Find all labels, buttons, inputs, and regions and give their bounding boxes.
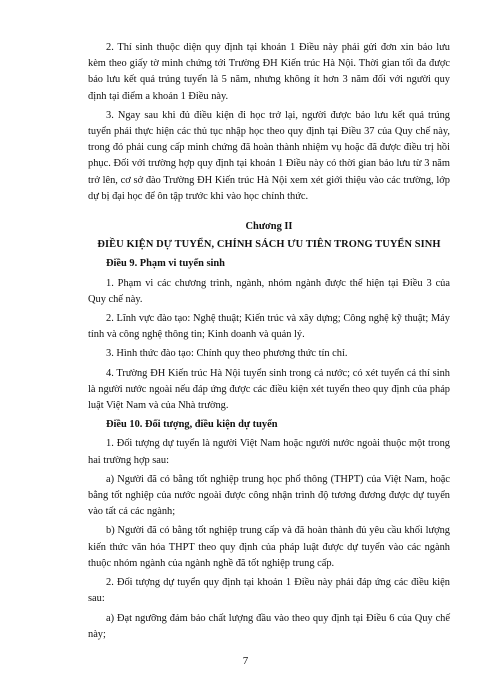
chapter-label: Chương II bbox=[245, 221, 293, 233]
article-10-item: a) Người đã có bằng tốt nghiệp trung học phổ thông (THPT) của Việt Nam, hoặc bằng tốt nghiệp của nước ngoài được công nhận trình độ tương đương được dự tuyển vào tất cả các ngành; bbox=[88, 473, 450, 518]
article-9-heading: Điều 9. Phạm vi tuyển sinh bbox=[106, 258, 225, 270]
chapter-title: ĐIỀU KIỆN DỰ TUYỂN, CHÍNH SÁCH ƯU TIÊN TRONG TUYỂN SINH bbox=[97, 239, 441, 251]
article-9-item: 4. Trường ĐH Kiến trúc Hà Nội tuyển sinh trong cả nước; có xét tuyển cả thí sinh là người nước ngoài nếu đáp ứng được các điều kiện xét tuyển theo quy định của pháp luật Việt Nam và của Nhà trường. bbox=[88, 367, 450, 412]
page-number: 7 bbox=[242, 655, 249, 667]
page-body bbox=[88, 40, 450, 643]
article-10-item: 2. Đối tượng dự tuyển quy định tại khoản 1 Điều này phải đáp ứng các điều kiện sau: bbox=[88, 577, 450, 605]
paragraph-retention-application: 2. Thí sinh thuộc diện quy định tại khoản 1 Điều này phải gửi đơn xin bảo lưu kèm theo giấy tờ minh chứng tới Trường ĐH Kiến trúc Hà Nội. Thời gian tối đa được bảo lưu kết quả trúng tuyển là 5 năm, nhưng không ít hơn 3 năm đối với người quy định tại điểm a khoản 1 Điều này. bbox=[88, 42, 450, 102]
article-9-item: 1. Phạm vi các chương trình, ngành, nhóm ngành được thể hiện tại Điều 3 của Quy chế này. bbox=[88, 277, 450, 305]
article-10-heading: Điều 10. Đối tượng, điều kiện dự tuyển bbox=[106, 419, 278, 431]
paragraph-return-to-study: 3. Ngay sau khi đủ điều kiện đi học trở lại, người được bảo lưu kết quả trúng tuyển phải thực hiện các thủ tục nhập học theo quy định tại Điều 37 của Quy chế này, trong đó phải cung cấp minh chứng đã hoàn thành nhiệm vụ hoặc đã được điều trị hồi phục. Đối với trường hợp quy định tại khoản 1 Điều này có thời gian bảo lưu từ 3 năm trở lên, cơ sở đào Trường ĐH Kiến trúc Hà Nội xem xét giới thiệu vào các trường, lớp dự bị đại học để ôn tập trước khi vào học chính thức. bbox=[88, 109, 450, 202]
article-9-item: 2. Lĩnh vực đào tạo: Nghệ thuật; Kiến trúc và xây dựng; Công nghệ kỹ thuật; Máy tính và công nghệ thông tin; Kinh doanh và quản lý. bbox=[88, 313, 450, 341]
article-10-item: b) Người đã có bằng tốt nghiệp trung cấp và đã hoàn thành đủ yêu cầu khối lượng kiến thức văn hóa THPT theo quy định của pháp luật được dự tuyển vào các ngành thuộc nhóm ngành của ngành nghề đã tốt nghiệp trung cấp. bbox=[88, 525, 450, 569]
article-10-item: a) Đạt ngưỡng đảm bảo chất lượng đầu vào theo quy định tại Điều 6 của Quy chế này; bbox=[88, 612, 450, 640]
article-10-item: 1. Đối tượng dự tuyển là người Việt Nam hoặc người nước ngoài thuộc một trong hai trường hợp sau: bbox=[88, 438, 450, 466]
article-9-item: 3. Hình thức đào tạo: Chính quy theo phương thức tín chỉ. bbox=[106, 348, 348, 360]
